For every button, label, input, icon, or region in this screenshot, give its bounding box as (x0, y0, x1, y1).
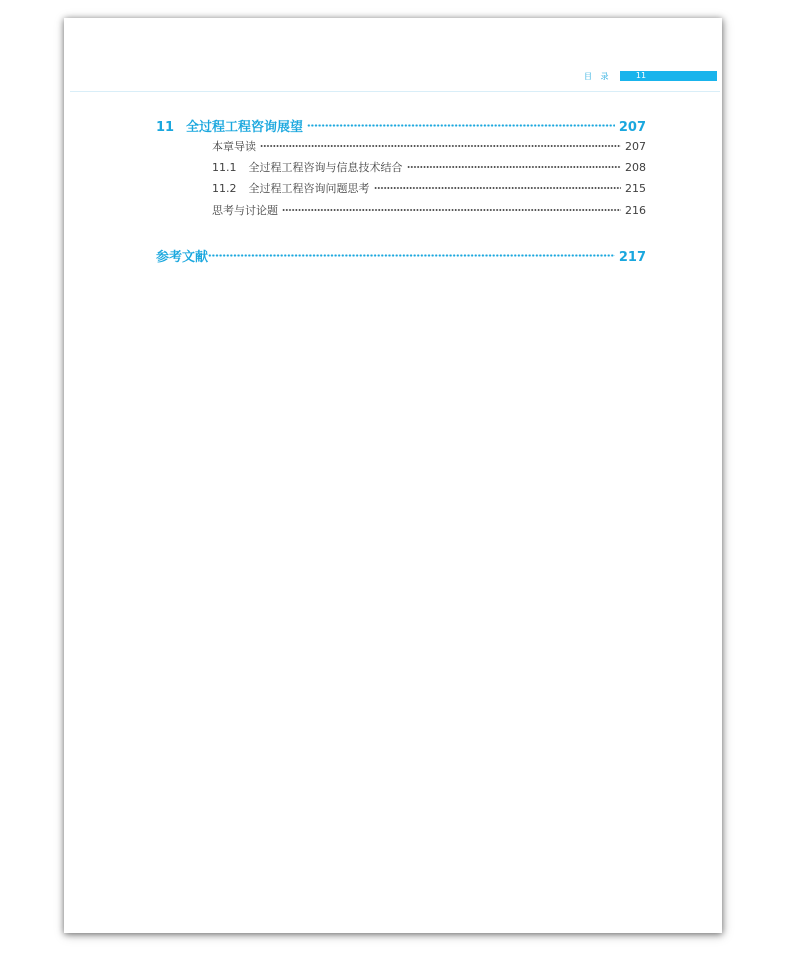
chapter-number: 11 (156, 120, 175, 135)
toc-section-entry[interactable] (212, 159, 646, 175)
section-title: 全过程工程咨询问题思考 (248, 182, 370, 195)
toc-section-entry[interactable] (212, 180, 646, 196)
chapter-title: 全过程工程咨询展望 (186, 120, 304, 135)
section-page: 208 (625, 161, 646, 174)
section-number: 11.1 (212, 161, 237, 174)
toc-references-entry[interactable] (156, 246, 646, 265)
section-page: 216 (625, 204, 646, 217)
section-title: 本章导读 (212, 140, 256, 153)
dot-leader (282, 209, 621, 211)
dot-leader (307, 124, 615, 127)
section-page: 215 (625, 182, 646, 195)
toc-section-entry[interactable] (212, 202, 646, 218)
section-title: 思考与讨论题 (212, 204, 278, 217)
references-page: 217 (618, 250, 646, 265)
section-title: 全过程工程咨询与信息技术结合 (248, 161, 403, 174)
dot-leader (374, 187, 622, 189)
chapter-page: 207 (618, 120, 646, 135)
toc-section-entry[interactable] (212, 138, 646, 154)
section-number: 11.2 (212, 182, 237, 195)
book-page (64, 18, 722, 933)
dot-leader (208, 254, 615, 257)
running-header-label: 目 录 (584, 72, 612, 81)
dot-leader (407, 166, 622, 168)
toc-chapter-entry[interactable] (156, 116, 646, 135)
section-page: 207 (625, 140, 646, 153)
references-title: 参考文献 (156, 250, 209, 265)
running-header-page-number: 11 (635, 71, 647, 80)
header-divider (70, 91, 720, 92)
dot-leader (260, 145, 621, 147)
